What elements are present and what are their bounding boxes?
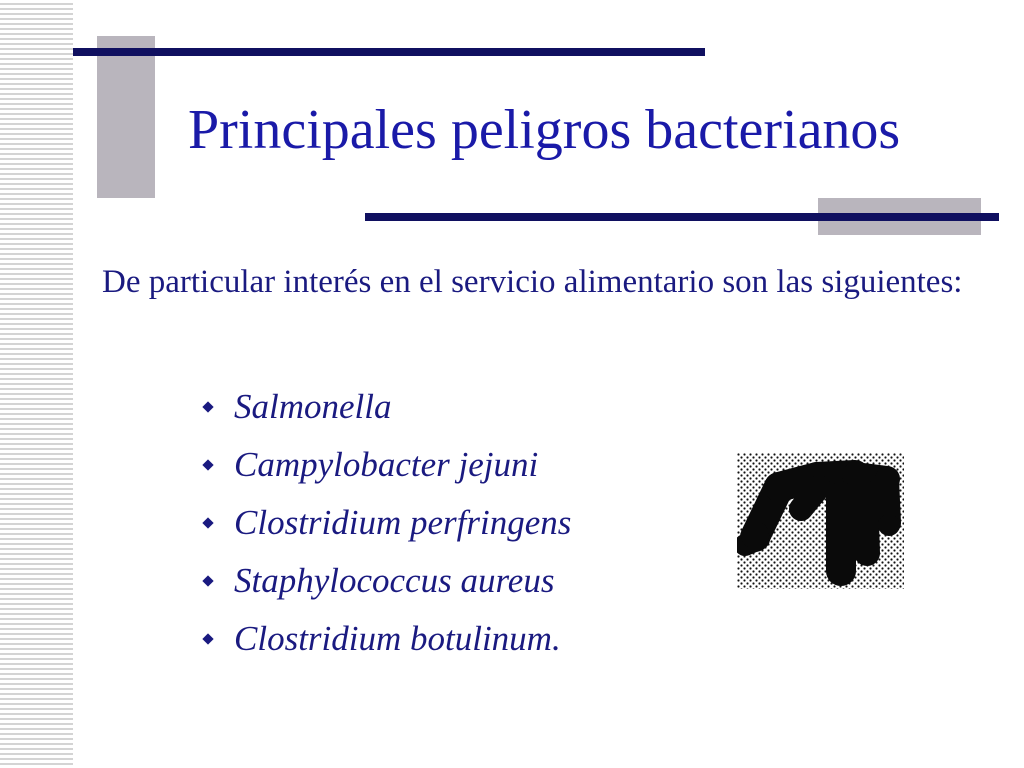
diamond-bullet-icon: [202, 517, 213, 528]
list-item-label: Staphylococcus aureus: [234, 561, 555, 600]
list-item: [200, 378, 571, 436]
diamond-bullet-icon: [202, 459, 213, 470]
top-gray-block: [97, 36, 155, 198]
list-item: [200, 436, 571, 494]
list-item-label: Salmonella: [234, 387, 392, 426]
diamond-bullet-icon: [202, 575, 213, 586]
bacteria-list: [200, 378, 571, 668]
intro-text: De particular interés en el servicio alimentario son las siguientes:: [102, 264, 963, 300]
diamond-bullet-icon: [202, 401, 213, 412]
list-item: [200, 610, 571, 668]
list-item: [200, 494, 571, 552]
list-item: [200, 552, 571, 610]
list-item-label: Clostridium botulinum.: [234, 619, 561, 658]
top-navy-line: [73, 48, 705, 56]
bacteria-micrograph-icon: [737, 453, 904, 589]
left-stripe-decoration: [0, 0, 73, 768]
diamond-bullet-icon: [202, 633, 213, 644]
slide-title: Principales peligros bacterianos: [188, 99, 901, 161]
bottom-navy-line: [365, 213, 999, 221]
list-item-label: Campylobacter jejuni: [234, 445, 539, 484]
list-item-label: Clostridium perfringens: [234, 503, 572, 542]
